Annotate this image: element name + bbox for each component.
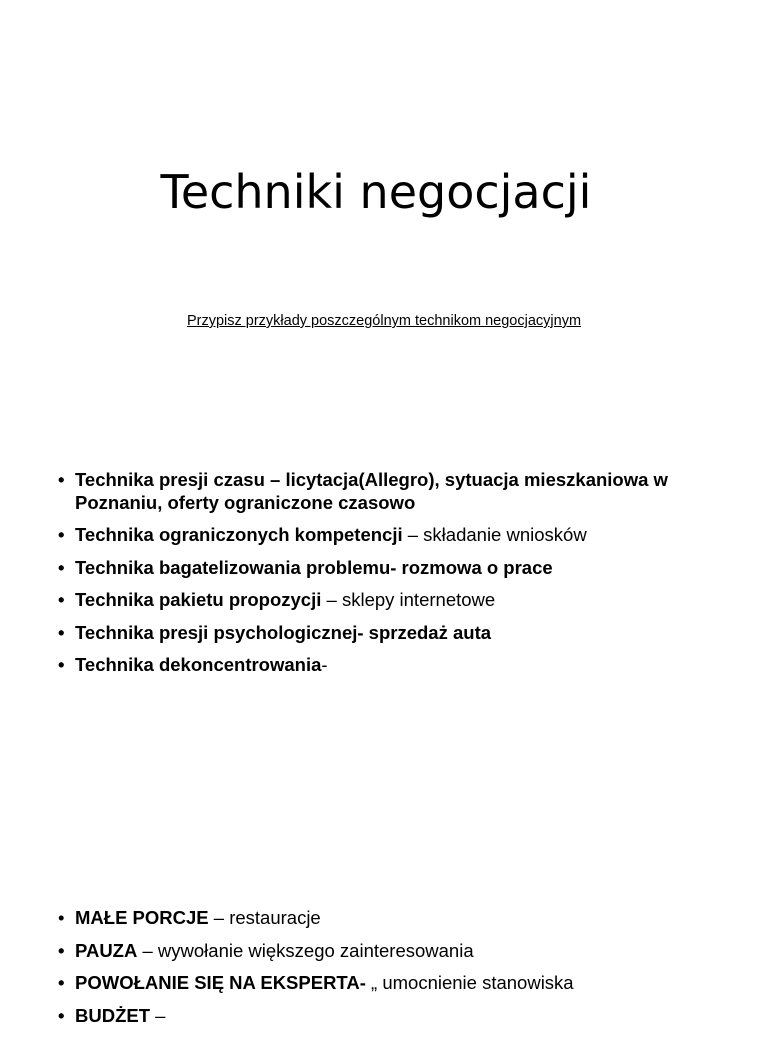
list-item xyxy=(56,524,736,547)
list-item-term: Technika presji czasu – licytacja(Allegro), sytuacja mieszkaniowa w Poznaniu, oferty ograniczone czasowo xyxy=(75,469,668,513)
list-item-desc: – xyxy=(150,1004,166,1026)
page-title: Techniki negocjacji xyxy=(160,165,592,219)
list-item-desc: – wywołanie większego zainteresowania xyxy=(137,939,474,961)
list-item-term: Technika pakietu propozycji xyxy=(75,589,322,610)
list-item-desc: – restauracje xyxy=(208,907,321,928)
subtitle-instruction: Przypisz przykłady poszczególnym technikom negocjacyjnym xyxy=(186,313,582,329)
list-item xyxy=(56,622,736,645)
techniques-list xyxy=(56,469,736,687)
list-item xyxy=(56,589,736,612)
list-item xyxy=(56,557,736,580)
list-item xyxy=(56,940,736,963)
list-item-desc: – składanie wniosków xyxy=(402,524,587,545)
list-item xyxy=(56,654,736,677)
list-item xyxy=(56,469,736,514)
list-item xyxy=(56,907,736,930)
list-item-term: Technika ograniczonych kompetencji xyxy=(75,524,403,545)
list-item-term: Technika dekoncentrowania xyxy=(75,654,322,675)
list-item-term: MAŁE PORCJE xyxy=(75,907,209,928)
list-item-term: BUDŻET xyxy=(75,1004,151,1026)
list-item-term: PAUZA xyxy=(75,939,138,961)
list-item-term: POWOŁANIE SIĘ NA EKSPERTA- xyxy=(75,972,366,993)
tactics-list xyxy=(56,907,736,1037)
list-item-term: Technika presji psychologicznej- sprzedaż auta xyxy=(75,621,492,643)
list-item-term: Technika bagatelizowania problemu- rozmowa o prace xyxy=(75,556,553,578)
list-item-desc: „ umocnienie stanowiska xyxy=(365,972,574,993)
list-item-desc: – sklepy internetowe xyxy=(321,589,496,610)
list-item-desc: - xyxy=(321,654,328,675)
list-item xyxy=(56,972,736,995)
